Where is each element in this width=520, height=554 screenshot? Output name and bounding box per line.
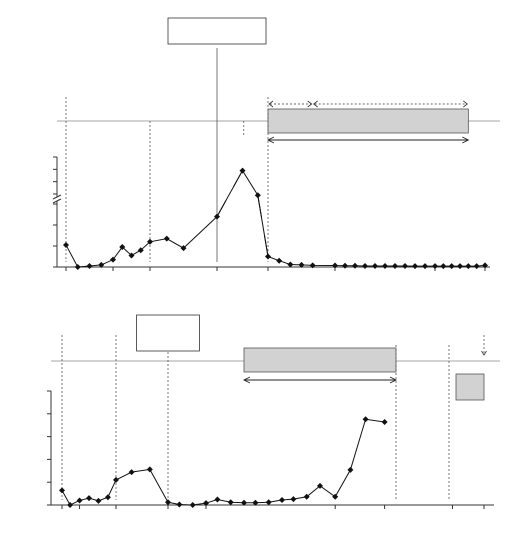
data-point <box>392 263 398 269</box>
data-point <box>332 263 338 269</box>
data-point <box>67 502 73 508</box>
data-point <box>214 497 220 503</box>
data-point <box>465 263 471 269</box>
data-point <box>75 264 81 270</box>
data-point <box>59 487 65 493</box>
data-point <box>402 263 408 269</box>
data-point <box>240 168 246 174</box>
series-line-partial <box>217 200 226 216</box>
data-point <box>412 263 418 269</box>
data-point <box>113 477 119 483</box>
data-point <box>77 497 83 503</box>
data-point <box>352 263 358 269</box>
data-point <box>279 497 285 503</box>
data-point <box>228 499 234 505</box>
data-point <box>276 258 282 264</box>
data-point <box>449 263 455 269</box>
data-point <box>362 263 368 269</box>
data-point <box>432 263 438 269</box>
data-point <box>265 254 271 260</box>
data-point <box>147 466 153 472</box>
data-point <box>266 499 272 505</box>
data-point <box>290 496 296 502</box>
event-label-box <box>168 18 266 44</box>
data-point <box>87 263 93 269</box>
data-point <box>176 502 182 508</box>
series-line <box>62 419 385 505</box>
series-line-partial <box>258 195 262 216</box>
series-line <box>258 195 485 266</box>
panel-a <box>53 18 500 271</box>
series-line <box>66 217 217 267</box>
data-point <box>105 494 111 500</box>
event-label-box <box>137 315 200 351</box>
data-point <box>347 467 353 473</box>
data-point <box>165 499 171 505</box>
series-line <box>217 171 258 217</box>
data-point <box>86 495 92 501</box>
data-point <box>457 263 463 269</box>
data-point <box>190 502 196 508</box>
data-point <box>440 263 446 269</box>
data-point <box>363 416 369 422</box>
data-point <box>474 263 480 269</box>
data-point <box>382 263 388 269</box>
data-point <box>382 419 388 425</box>
treatment-bar <box>244 348 396 372</box>
series-line-partial <box>234 171 243 187</box>
data-point <box>422 263 428 269</box>
series-line-partial <box>264 235 268 256</box>
data-point <box>255 192 261 198</box>
second-treatment-bar <box>456 374 484 400</box>
panel-b <box>47 315 500 509</box>
data-point <box>342 263 348 269</box>
data-point <box>164 236 170 242</box>
data-point <box>129 469 135 475</box>
treatment-bar <box>268 109 468 133</box>
response-arrowhead <box>308 101 312 107</box>
data-point <box>372 263 378 269</box>
data-point <box>63 242 69 248</box>
data-point <box>95 498 101 504</box>
